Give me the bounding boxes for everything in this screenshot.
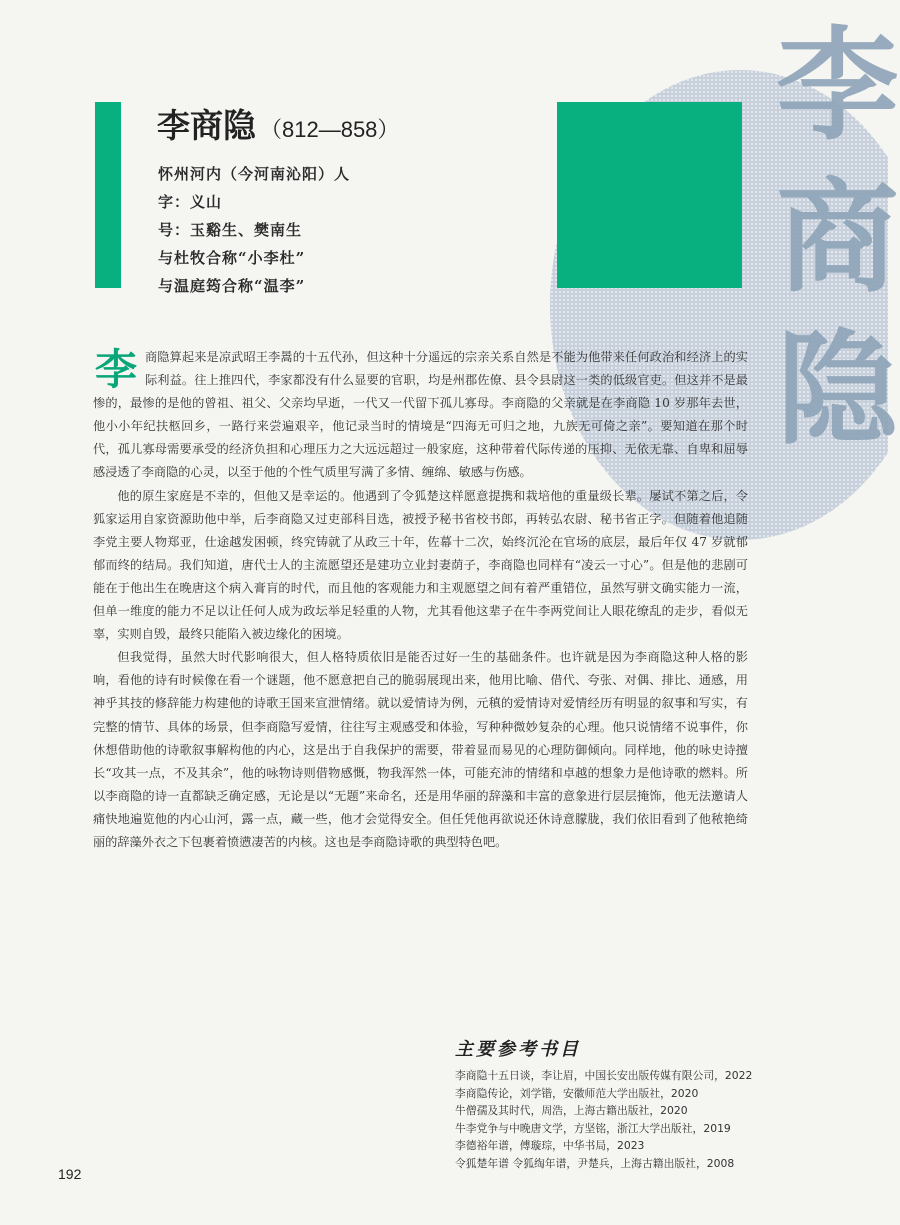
poet-info: [158, 160, 350, 300]
info-line-li-du: 与杜牧合称“小李杜”: [158, 249, 306, 267]
poet-years: （812—858）: [260, 117, 400, 142]
green-square-decoration: [557, 102, 742, 288]
poet-name: 李商隐: [157, 106, 256, 145]
paragraph-text: 商隐算起来是凉武昭王李暠的十五代孙，但这种十分遥远的宗亲关系自然是不能为他带来任何政治和经济上的实际利益。往上推四代，李家都没有什么显要的官职，均是州郡佐僚、县令县尉这一类的低级官吏。但这并不是最惨的，最惨的是他的曾祖、祖父、父亲均早逝，一代又一代留下孤儿寡母。李商隐的父亲就是在李商隐 10 岁那年去世，他小小年纪扶柩回乡，一路行来尝遍艰辛，他记录当时的情境是“四海无可归之地，九族无可倚之亲”。要知道在那个时代，孤儿寡母需要承受的经济负担和心理压力之大远远超过一般家庭，这种带着代际传递的压抑、无依无靠、自卑和屈辱感浸透了李商隐的心灵，以至于他的个性气质里写满了多情、缠绵、敏感与伤感。: [93, 350, 748, 480]
info-line-courtesy-name: 字：义山: [158, 193, 223, 211]
reference-item: 李商隐十五日谈，李让眉，中国长安出版传媒有限公司，2022: [455, 1069, 753, 1082]
reference-item: 李商隐传论，刘学锴，安徽师范大学出版社，2020: [455, 1086, 699, 1100]
page-number: 192: [58, 1166, 82, 1182]
reference-item: 李德裕年谱，傅璇琮，中华书局，2023: [455, 1139, 645, 1152]
references: [455, 1035, 752, 1172]
paragraph: 他的原生家庭是不幸的，但他又是幸运的。他遇到了令狐楚这样愿意提携和栽培他的重量级长辈。屡试不第之后，令狐家运用自家资源助他中举，后李商隐又过吏部科目选，被授予秘书省校书郎，再转弘农尉、秘书省正字。但随着他追随李党主要人物郑亚，仕途越发困顿，终究铸就了从政三十年，佐幕十二次，始终沉沦在官场的底层，最后年仅 47 岁就郁郁而终的结局。我们知道，唐代士人的主流愿望还是建功立业封妻荫子，李商隐也同样有“凌云一寸心”。但是他的悲剧可能在于他出生在晚唐这个病入膏肓的时代，而且他的客观能力和主观愿望之间有着严重错位，虽然写骈文确实能力一流，但单一维度的能力不足以让任何人成为政坛举足轻重的人物，尤其看他这辈子在牛李两党间让人眼花缭乱的走步，看似无辜，实则自毁，最终只能陷入被边缘化的困境。: [93, 488, 748, 642]
page-title: [157, 100, 399, 147]
info-line-wen-li: 与温庭筠合称“温李”: [158, 277, 306, 295]
big-char: 隐: [776, 319, 899, 461]
drop-cap: 李: [94, 345, 137, 394]
reference-item: 令狐楚年谱 令狐绹年谱，尹楚兵，上海古籍出版社，2008: [455, 1156, 735, 1170]
info-line-pen-name: 号：玉谿生、樊南生: [158, 221, 303, 239]
big-name-vertical: [770, 10, 900, 466]
reference-item: 牛李党争与中晚唐文学，方坚铭，浙江大学出版社，2019: [455, 1121, 731, 1135]
references-title: 主要参考书目: [455, 1039, 581, 1060]
big-char: 商: [776, 167, 899, 309]
green-bar-decoration: [95, 102, 121, 288]
big-char: 李: [776, 15, 899, 157]
paragraph: [93, 346, 748, 485]
info-line-origin: 怀州河内（今河南沁阳）人: [158, 165, 351, 183]
paragraph: 但我觉得，虽然大时代影响很大，但人格特质依旧是能否过好一生的基础条件。也许就是因为李商隐这种人格的影响，看他的诗有时候像在看一个谜题，他不愿意把自己的脆弱展现出来，他用比喻、借代、夸张、对偶、排比、通感，用神乎其技的修辞能力构建他的诗歌王国来宣泄情绪。就以爱情诗为例，元稹的爱情诗对爱情经历有明显的叙事和写实，有完整的情节、具体的场景，但李商隐写爱情，往往写主观感受和体验，写种种微妙复杂的心理。他只说情绪不说事件，你休想借助他的诗歌叙事解构他的内心，这是出于自我保护的需要，带着显而易见的心理防御倾向。同样地，他的咏史诗擅长“攻其一点，不及其余”，他的咏物诗则借物感慨，物我浑然一体，可能充沛的情绪和卓越的想象力是他诗歌的燃料。所以李商隐的诗一直都缺乏确定感，无论是以“无题”来命名，还是用华丽的辞藻和丰富的意象进行层层掩饰，他无法邀请人痛快地遍览他的内心山河，露一点，藏一些，他才会觉得安全。但任凭他再欲说还休诗意朦胧，我们依旧看到了他秾艳绮丽的辞藻外衣之下包裹着愤懑凄苦的内核。这也是李商隐诗歌的典型特色吧。: [93, 650, 748, 849]
article-body: [93, 346, 748, 854]
references-list: [455, 1067, 752, 1172]
reference-item: 牛僧孺及其时代，周浩，上海古籍出版社，2020: [455, 1104, 688, 1117]
